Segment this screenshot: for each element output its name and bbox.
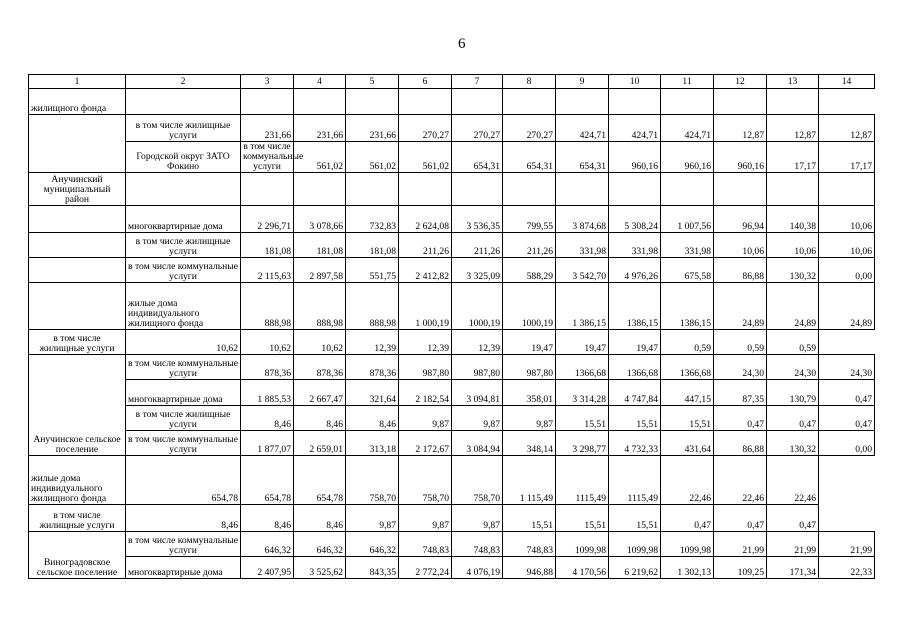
value-cell: 0,47 xyxy=(819,406,875,431)
value-cell: 15,51 xyxy=(503,505,556,532)
value-cell: 424,71 xyxy=(609,115,661,142)
value-cell: 12,39 xyxy=(452,330,503,355)
value-cell: 654,31 xyxy=(503,142,556,173)
value-cell xyxy=(661,173,714,206)
value-cell: 878,36 xyxy=(241,355,294,380)
value-cell: 1000,19 xyxy=(452,283,503,330)
column-header: 14 xyxy=(819,75,875,89)
value-cell xyxy=(609,89,661,115)
table-row xyxy=(29,380,875,406)
value-cell: 231,66 xyxy=(294,115,346,142)
value-cell: 87,35 xyxy=(714,380,767,406)
value-cell: 22,46 xyxy=(767,456,819,505)
value-cell: 0,00 xyxy=(819,258,875,283)
table-row xyxy=(29,173,875,206)
value-cell: 748,83 xyxy=(503,532,556,557)
value-cell: 0,00 xyxy=(819,431,875,456)
value-cell: 424,71 xyxy=(661,115,714,142)
value-cell: 211,26 xyxy=(503,233,556,258)
value-cell: 8,46 xyxy=(126,505,241,532)
value-cell: 654,31 xyxy=(452,142,503,173)
column-header: 13 xyxy=(767,75,819,89)
value-cell: 561,02 xyxy=(294,142,346,173)
value-cell: 987,80 xyxy=(452,355,503,380)
value-cell: 424,71 xyxy=(556,115,609,142)
table-row xyxy=(29,431,875,456)
value-cell: 888,98 xyxy=(241,283,294,330)
value-cell: 10,62 xyxy=(294,330,346,355)
value-cell: 551,75 xyxy=(346,258,399,283)
value-cell: 1386,15 xyxy=(661,283,714,330)
indicator-cell: в том числе жилищные услуги xyxy=(126,115,241,142)
value-cell: 270,27 xyxy=(452,115,503,142)
value-cell: 21,99 xyxy=(714,532,767,557)
value-cell: 1000,19 xyxy=(503,283,556,330)
value-cell: 4 170,56 xyxy=(556,557,609,579)
value-cell: 12,87 xyxy=(767,115,819,142)
value-cell xyxy=(294,173,346,206)
value-cell: 4 747,84 xyxy=(609,380,661,406)
value-cell xyxy=(503,89,556,115)
value-cell: 0,47 xyxy=(767,406,819,431)
value-cell: 130,32 xyxy=(767,258,819,283)
value-cell: 181,08 xyxy=(294,233,346,258)
value-cell: 2 772,24 xyxy=(399,557,452,579)
value-cell: 888,98 xyxy=(294,283,346,330)
indicator-cell: жилые дома индивидуального жилищного фонда xyxy=(29,456,126,505)
value-cell: 10,62 xyxy=(126,330,241,355)
indicator-cell: в том числе коммунальные услуги xyxy=(241,142,294,173)
value-cell: 1099,98 xyxy=(661,532,714,557)
value-cell xyxy=(767,89,819,115)
indicator-cell: жилищного фонда xyxy=(29,89,126,115)
territory-cell: Городской округ ЗАТО Фокино xyxy=(126,142,241,173)
value-cell: 2 182,54 xyxy=(399,380,452,406)
value-cell: 10,06 xyxy=(767,233,819,258)
table-row xyxy=(29,532,875,557)
table-row xyxy=(29,233,875,258)
value-cell: 561,02 xyxy=(346,142,399,173)
value-cell xyxy=(346,89,399,115)
value-cell: 331,98 xyxy=(661,233,714,258)
value-cell: 1366,68 xyxy=(661,355,714,380)
value-cell xyxy=(241,89,294,115)
territory-cell xyxy=(29,283,126,330)
value-cell: 1 885,53 xyxy=(241,380,294,406)
value-cell: 1366,68 xyxy=(609,355,661,380)
indicator-cell: жилые дома индивидуального жилищного фонда xyxy=(126,283,241,330)
value-cell: 654,78 xyxy=(294,456,346,505)
value-cell: 431,64 xyxy=(661,431,714,456)
value-cell: 211,26 xyxy=(399,233,452,258)
table-row xyxy=(29,206,875,233)
value-cell: 9,87 xyxy=(399,406,452,431)
indicator-cell: многоквартирные дома xyxy=(126,380,241,406)
value-cell: 654,31 xyxy=(556,142,609,173)
value-cell: 22,33 xyxy=(819,557,875,579)
value-cell: 109,25 xyxy=(714,557,767,579)
value-cell: 8,46 xyxy=(241,406,294,431)
value-cell: 3 298,77 xyxy=(556,431,609,456)
value-cell xyxy=(556,173,609,206)
value-cell xyxy=(126,89,241,115)
value-cell: 270,27 xyxy=(399,115,452,142)
value-cell: 1 007,56 xyxy=(661,206,714,233)
value-cell xyxy=(714,173,767,206)
value-cell xyxy=(452,89,503,115)
value-cell: 946,88 xyxy=(503,557,556,579)
value-cell: 0,59 xyxy=(767,330,819,355)
value-cell: 3 874,68 xyxy=(556,206,609,233)
value-cell: 748,83 xyxy=(452,532,503,557)
value-cell: 0,47 xyxy=(819,380,875,406)
value-cell: 2 115,63 xyxy=(241,258,294,283)
value-cell: 878,36 xyxy=(294,355,346,380)
value-cell: 1099,98 xyxy=(556,532,609,557)
value-cell: 9,87 xyxy=(452,406,503,431)
value-cell: 2 667,47 xyxy=(294,380,346,406)
value-cell: 181,08 xyxy=(346,233,399,258)
value-cell: 86,88 xyxy=(714,258,767,283)
value-cell: 24,30 xyxy=(714,355,767,380)
value-cell: 1 877,07 xyxy=(241,431,294,456)
value-cell: 15,51 xyxy=(609,505,661,532)
value-cell: 2 624,08 xyxy=(399,206,452,233)
value-cell xyxy=(714,89,767,115)
table-row xyxy=(29,557,875,579)
value-cell: 1115,49 xyxy=(609,456,661,505)
value-cell xyxy=(399,173,452,206)
value-cell: 12,87 xyxy=(714,115,767,142)
value-cell: 1 000,19 xyxy=(399,283,452,330)
value-cell: 8,46 xyxy=(241,505,294,532)
indicator-cell: в том числе жилищные услуги xyxy=(126,233,241,258)
table-row xyxy=(29,505,875,532)
value-cell: 130,32 xyxy=(767,431,819,456)
value-cell: 3 542,70 xyxy=(556,258,609,283)
page-number: 6 xyxy=(458,36,466,52)
value-cell: 4 076,19 xyxy=(452,557,503,579)
value-cell: 987,80 xyxy=(503,355,556,380)
value-cell: 8,46 xyxy=(346,406,399,431)
value-cell: 270,27 xyxy=(503,115,556,142)
value-cell: 12,87 xyxy=(819,115,875,142)
value-cell: 758,70 xyxy=(399,456,452,505)
value-cell: 561,02 xyxy=(399,142,452,173)
value-cell: 10,62 xyxy=(241,330,294,355)
column-header: 11 xyxy=(661,75,714,89)
value-cell: 3 525,62 xyxy=(294,557,346,579)
value-cell: 447,15 xyxy=(661,380,714,406)
value-cell: 10,06 xyxy=(819,233,875,258)
value-cell: 86,88 xyxy=(714,431,767,456)
header-row xyxy=(29,75,875,89)
value-cell: 3 078,66 xyxy=(294,206,346,233)
value-cell: 646,32 xyxy=(241,532,294,557)
column-header: 4 xyxy=(294,75,346,89)
value-cell: 758,70 xyxy=(346,456,399,505)
value-cell: 3 536,35 xyxy=(452,206,503,233)
value-cell: 0,47 xyxy=(714,505,767,532)
value-cell: 24,89 xyxy=(819,283,875,330)
value-cell: 9,87 xyxy=(452,505,503,532)
column-header: 8 xyxy=(503,75,556,89)
value-cell: 3 325,09 xyxy=(452,258,503,283)
territory-cell xyxy=(29,115,126,173)
table-row xyxy=(29,142,875,173)
value-cell: 0,47 xyxy=(661,505,714,532)
value-cell: 748,83 xyxy=(399,532,452,557)
value-cell: 8,46 xyxy=(294,505,346,532)
territory-cell: Анучинское сельское поселение xyxy=(29,355,126,456)
table-row xyxy=(29,115,875,142)
value-cell: 1386,15 xyxy=(609,283,661,330)
value-cell: 140,38 xyxy=(767,206,819,233)
value-cell: 130,79 xyxy=(767,380,819,406)
value-cell: 3 314,28 xyxy=(556,380,609,406)
value-cell: 1115,49 xyxy=(556,456,609,505)
indicator-cell: в том числе коммунальные услуги xyxy=(126,431,241,456)
value-cell xyxy=(452,173,503,206)
value-cell: 321,64 xyxy=(346,380,399,406)
indicator-cell: многоквартирные дома xyxy=(126,206,241,233)
table-row xyxy=(29,355,875,380)
value-cell: 21,99 xyxy=(819,532,875,557)
value-cell xyxy=(767,173,819,206)
value-cell: 1 115,49 xyxy=(503,456,556,505)
value-cell: 888,98 xyxy=(346,283,399,330)
column-header: 12 xyxy=(714,75,767,89)
value-cell: 24,89 xyxy=(767,283,819,330)
value-cell: 17,17 xyxy=(767,142,819,173)
value-cell: 9,87 xyxy=(399,505,452,532)
value-cell: 0,59 xyxy=(714,330,767,355)
value-cell: 878,36 xyxy=(346,355,399,380)
value-cell: 0,47 xyxy=(767,505,819,532)
table-row xyxy=(29,330,875,355)
value-cell: 231,66 xyxy=(241,115,294,142)
value-cell xyxy=(241,173,294,206)
value-cell: 17,17 xyxy=(819,142,875,173)
indicator-cell: в том числе жилищные услуги xyxy=(126,406,241,431)
value-cell: 181,08 xyxy=(241,233,294,258)
value-cell: 843,35 xyxy=(346,557,399,579)
table-row xyxy=(29,258,875,283)
value-cell: 21,99 xyxy=(767,532,819,557)
value-cell: 4 976,26 xyxy=(609,258,661,283)
value-cell: 2 659,01 xyxy=(294,431,346,456)
value-cell: 654,78 xyxy=(241,456,294,505)
column-header: 6 xyxy=(399,75,452,89)
value-cell: 1 302,13 xyxy=(661,557,714,579)
table-row xyxy=(29,89,875,115)
value-cell: 19,47 xyxy=(503,330,556,355)
value-cell: 654,78 xyxy=(126,456,241,505)
value-cell: 10,06 xyxy=(819,206,875,233)
value-cell: 960,16 xyxy=(609,142,661,173)
value-cell: 348,14 xyxy=(503,431,556,456)
value-cell: 675,58 xyxy=(661,258,714,283)
value-cell xyxy=(503,173,556,206)
value-cell: 1366,68 xyxy=(556,355,609,380)
value-cell xyxy=(609,173,661,206)
value-cell xyxy=(556,89,609,115)
value-cell: 646,32 xyxy=(346,532,399,557)
territory-cell xyxy=(29,233,126,258)
value-cell xyxy=(819,173,875,206)
value-cell: 19,47 xyxy=(556,330,609,355)
value-cell xyxy=(399,89,452,115)
indicator-cell: многоквартирные дома xyxy=(126,557,241,579)
value-cell: 22,46 xyxy=(714,456,767,505)
value-cell: 96,94 xyxy=(714,206,767,233)
value-cell: 4 732,33 xyxy=(609,431,661,456)
value-cell: 2 412,82 xyxy=(399,258,452,283)
value-cell: 331,98 xyxy=(609,233,661,258)
value-cell: 358,01 xyxy=(503,380,556,406)
indicator-cell: в том числе коммунальные услуги xyxy=(126,258,241,283)
value-cell: 3 094,81 xyxy=(452,380,503,406)
value-cell xyxy=(346,173,399,206)
territory-cell xyxy=(29,206,126,233)
territory-cell xyxy=(29,258,126,283)
value-cell: 15,51 xyxy=(556,406,609,431)
value-cell: 8,46 xyxy=(294,406,346,431)
value-cell: 960,16 xyxy=(714,142,767,173)
value-cell: 15,51 xyxy=(556,505,609,532)
table-row xyxy=(29,406,875,431)
indicator-cell: в том числе жилищные услуги xyxy=(29,505,126,532)
value-cell: 5 308,24 xyxy=(609,206,661,233)
indicator-cell xyxy=(126,173,241,206)
value-cell: 12,39 xyxy=(346,330,399,355)
value-cell: 758,70 xyxy=(452,456,503,505)
value-cell: 1099,98 xyxy=(609,532,661,557)
value-cell: 10,06 xyxy=(714,233,767,258)
table-row xyxy=(29,283,875,330)
value-cell: 313,18 xyxy=(346,431,399,456)
value-cell xyxy=(294,89,346,115)
indicator-cell: в том числе коммунальные услуги xyxy=(126,532,241,557)
value-cell: 24,30 xyxy=(819,355,875,380)
tariff-table xyxy=(28,74,875,579)
value-cell: 12,39 xyxy=(399,330,452,355)
value-cell: 22,46 xyxy=(661,456,714,505)
value-cell: 0,47 xyxy=(714,406,767,431)
value-cell: 987,80 xyxy=(399,355,452,380)
value-cell: 2 296,71 xyxy=(241,206,294,233)
value-cell: 24,89 xyxy=(714,283,767,330)
value-cell: 171,34 xyxy=(767,557,819,579)
column-header: 9 xyxy=(556,75,609,89)
value-cell: 732,83 xyxy=(346,206,399,233)
value-cell: 15,51 xyxy=(661,406,714,431)
column-header: 2 xyxy=(126,75,241,89)
territory-cell: Анучинский муниципальный район xyxy=(29,173,126,206)
indicator-cell: в том числе коммунальные услуги xyxy=(126,355,241,380)
value-cell: 19,47 xyxy=(609,330,661,355)
table-row xyxy=(29,456,875,505)
value-cell: 15,51 xyxy=(609,406,661,431)
value-cell: 231,66 xyxy=(346,115,399,142)
table-body xyxy=(29,75,875,579)
value-cell: 2 172,67 xyxy=(399,431,452,456)
value-cell: 2 407,95 xyxy=(241,557,294,579)
value-cell: 3 084,94 xyxy=(452,431,503,456)
value-cell: 211,26 xyxy=(452,233,503,258)
value-cell: 331,98 xyxy=(556,233,609,258)
value-cell: 9,87 xyxy=(503,406,556,431)
indicator-cell: в том числе жилищные услуги xyxy=(29,330,126,355)
column-header: 7 xyxy=(452,75,503,89)
value-cell: 588,29 xyxy=(503,258,556,283)
column-header: 3 xyxy=(241,75,294,89)
value-cell xyxy=(661,89,714,115)
column-header: 5 xyxy=(346,75,399,89)
value-cell: 0,59 xyxy=(661,330,714,355)
value-cell: 646,32 xyxy=(294,532,346,557)
value-cell: 1 386,15 xyxy=(556,283,609,330)
value-cell: 24,30 xyxy=(767,355,819,380)
value-cell: 6 219,62 xyxy=(609,557,661,579)
column-header: 10 xyxy=(609,75,661,89)
value-cell: 960,16 xyxy=(661,142,714,173)
value-cell: 799,55 xyxy=(503,206,556,233)
value-cell: 2 897,58 xyxy=(294,258,346,283)
column-header: 1 xyxy=(29,75,126,89)
value-cell: 9,87 xyxy=(346,505,399,532)
territory-cell: Виноградовское сельское поселение xyxy=(29,532,126,579)
